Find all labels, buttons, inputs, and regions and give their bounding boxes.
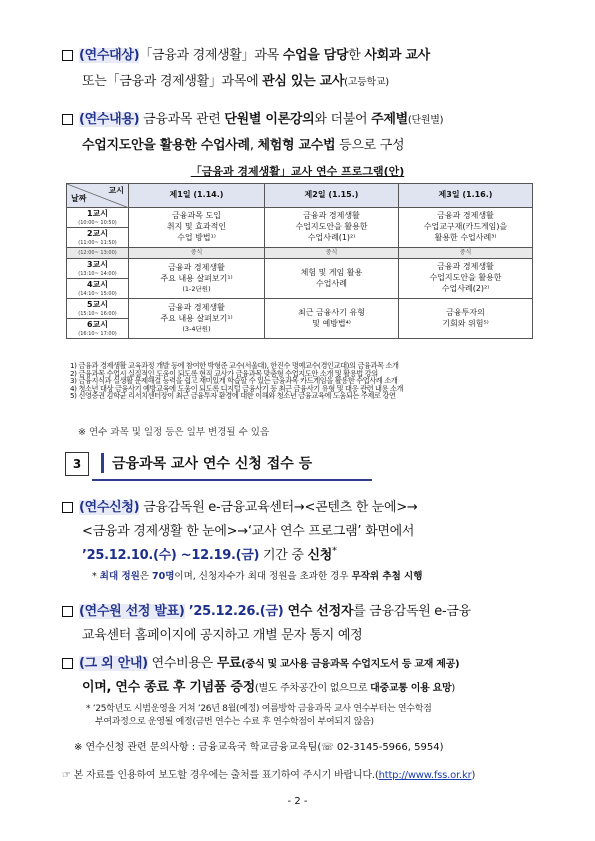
section-title: 금융과목 교사 연수 신청 접수 등 (101, 453, 312, 473)
checkbox-icon (62, 658, 73, 669)
bullet-apply: (연수신청) 금융감독원 e-금융교육센터→<콘텐츠 한 눈에>→ (62, 496, 418, 515)
bullet-target-line2: 또는「금융과 경제생활」과목에 관심 있는 교사(고등학교) (82, 74, 389, 89)
cell-d1-p12: 금융과목 도입 취지 및 효과적인 수업 방법¹⁾ (129, 208, 265, 248)
table-title: 「금융과 경제생활」교사 연수 프로그램(안) (190, 165, 405, 178)
bullet-content-line2: 수업지도안을 활용한 수업사례, 체험형 교수법 등으로 구성 (82, 138, 405, 153)
table-corner: 교시 날짜 (67, 184, 129, 208)
tag-announce: (연수원 선정 발표) (79, 604, 185, 619)
footnote-3: 3) 금융지식과 실생활 문제해결 능력을 쉽고 재미있게 학습할 수 있는 금융과목 카드게임을 활용한 수업사례 소개 (70, 376, 398, 386)
tag-content: (연수내용) (79, 112, 140, 127)
citation-notice: ☞ 본 자료를 인용하여 보도할 경우에는 출처를 표기하여 주시기 바랍니다.(http://www.fss.or.kr) (62, 770, 476, 781)
lunch-d3: 중식 (399, 248, 533, 259)
cell-d1-p34: 금융과 경제생활 주요 내용 살펴보기¹⁾ (1-2단원) (129, 259, 265, 299)
cell-d3-p12: 금융과 경제생활 수업교구재(카드게임)을 활용한 수업사례³⁾ (399, 208, 533, 248)
checkbox-icon (62, 502, 73, 513)
checkbox-icon (62, 114, 73, 125)
section-underline (92, 479, 372, 481)
program-table (66, 183, 533, 339)
fss-link[interactable]: http://www.fss.or.kr (378, 770, 472, 781)
cell-d3-p34: 금융과 경제생활 수업지도안을 활용한 수업사례(2)²⁾ (399, 259, 533, 299)
bullet-announce-line2: 교육센터 홈페이지에 공지하고 개별 문자 통지 예정 (82, 628, 363, 643)
period-6: 6교시 (16:10~ 17:00) (67, 319, 129, 339)
day-header-1: 제1일 (1.14.) (129, 184, 265, 208)
other-subnote-2: 부여과정으로 운영될 예정(금번 연수는 수료 후 연수학점이 부여되지 않음) (95, 717, 374, 727)
cell-d2-p34: 체험 및 게임 활용 수업사례 (265, 259, 399, 299)
change-note: ※ 연수 과목 및 일정 등은 일부 변경될 수 있음 (78, 427, 270, 438)
cell-d2-p56: 최근 금융사기 유형 및 예방법⁴⁾ (265, 299, 399, 339)
tag-apply: (연수신청) (79, 500, 140, 515)
footnote-1: 1) 금융과 경제생활 교육과정 개발 등에 참여한 박형준 교수(서울대), 한진수 명예교수(경인교대)의 금융과목 소개 (70, 361, 399, 370)
bullet-other: (그 외 안내) 연수비용은 무료(중식 및 교사용 금융과목 수업지도서 등 교재 제공) (62, 652, 459, 671)
bullet-content: (연수내용) 금융과목 관련 단원별 이론강의와 더불어 주제별(단원별) (62, 108, 443, 127)
lunch-time: (12:00~ 13:00) (67, 248, 129, 259)
period-4: 4교시 (14:10~ 15:00) (67, 279, 129, 299)
footnotes (70, 362, 535, 400)
footnote-2: 2) 금융과목 수업시 실질적인 도움이 되도록 현직 교사가 금융과목 맞춤형 수업지도안 소개 및 활용법 강의 (70, 368, 378, 378)
period-3: 3교시 (13:10~ 14:00) (67, 259, 129, 279)
period-1: 1교시 (10:00~ 10:50) (67, 208, 129, 228)
period-5: 5교시 (15:10~ 16:00) (67, 299, 129, 319)
section-number: 3 (65, 452, 89, 476)
bullet-apply-line2: <금융과 경제생활 한 눈에>→‘교사 연수 프로그램’ 화면에서 (82, 524, 415, 539)
apply-subnote: * 최대 정원은 70명이며, 신청자수가 최대 정원을 초과한 경우 무작위 추첨 시행 (92, 571, 423, 582)
cell-d3-p56: 금융투자의 기회와 위험⁵⁾ (399, 299, 533, 339)
bullet-apply-line3: ’25.12.10.(수) ~12.19.(금) 기간 중 신청* (82, 545, 337, 563)
day-header-3: 제3일 (1.16.) (399, 184, 533, 208)
period-2: 2교시 (11:00~ 11:50) (67, 228, 129, 248)
checkbox-icon (62, 50, 73, 61)
footnote-5: 5) 신영증권 김학균 리서치센터장이 최근 금융투자 환경에 대한 이해와 청소년 금융교육에 도움되는 주제로 강연 (70, 391, 396, 401)
cell-d2-p12: 금융과 경제생활 수업지도안을 활용한 수업사례(1)²⁾ (265, 208, 399, 248)
section-3-header (65, 452, 312, 476)
checkbox-icon (62, 606, 73, 617)
day-header-2: 제2일 (1.15.) (265, 184, 399, 208)
tag-target: (연수대상) (79, 48, 140, 63)
lunch-d2: 중식 (265, 248, 399, 259)
page-number: - 2 - (287, 796, 308, 807)
other-subnote-1: * ’25학년도 시범운영을 거쳐 ’26년 8월(예정) 여름방학 금융과목 교사 연수부터는 연수학점 (86, 704, 432, 714)
lunch-d1: 중식 (129, 248, 265, 259)
bullet-target: (연수대상)「금융과 경제생활」과목 수업을 담당한 사회과 교사 (62, 44, 430, 63)
footnote-4: 4) 청소년 대상 금융사기 예방교육에 도움이 되도록 디지털 금융사기 등 최근 금융사기 유형 및 대응 관련 내용 소개 (70, 383, 404, 393)
contact-info: ※ 연수신청 관련 문의사항 : 금융교육국 학교금융교육팀(☏ 02-3145-5966, 5954) (74, 742, 444, 753)
bullet-other-line2: 이며, 연수 종료 후 기념품 증정(별도 주차공간이 없으므로 대중교통 이용 요망) (82, 680, 455, 695)
cell-d1-p56: 금융과 경제생활 주요 내용 살펴보기¹⁾ (3-4단원) (129, 299, 265, 339)
tag-other: (그 외 안내) (79, 656, 148, 671)
bullet-announce: (연수원 선정 발표) ’25.12.26.(금) 연수 선정자를 금융감독원 e-금융 (62, 600, 471, 619)
